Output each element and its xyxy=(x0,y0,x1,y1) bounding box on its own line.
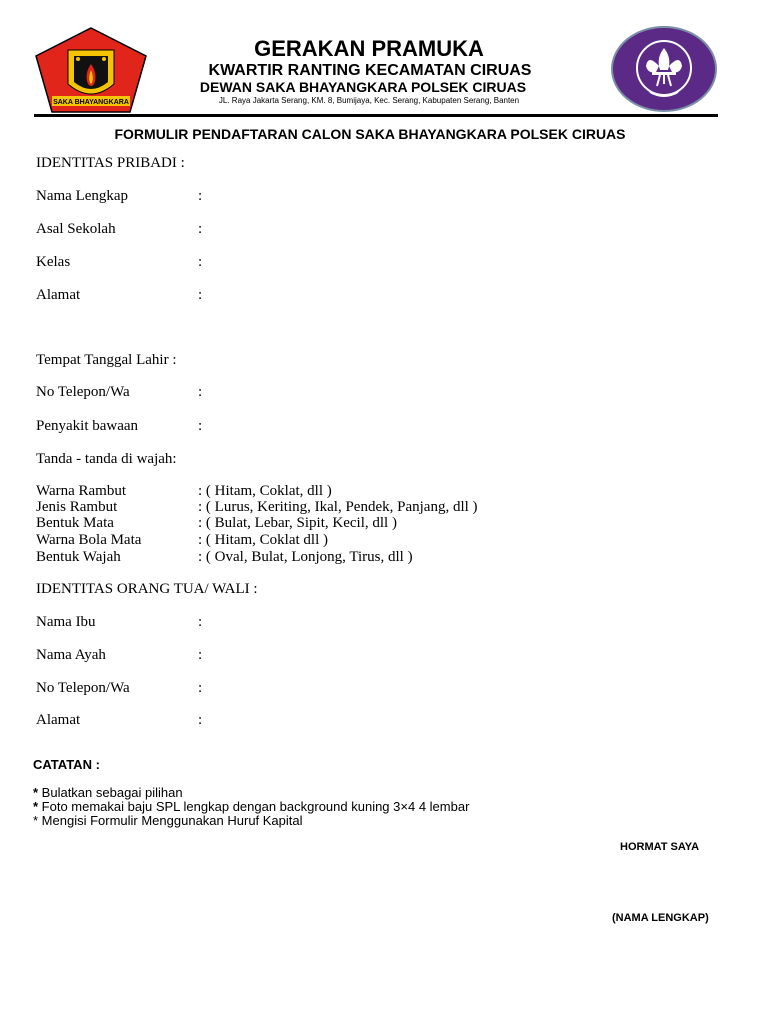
feature-options: : ( Bulat, Lebar, Sipit, Kecil, dll ) xyxy=(198,515,397,531)
feature-options: : ( Hitam, Coklat, dll ) xyxy=(198,483,332,499)
feature-options: : ( Lurus, Keriting, Ikal, Pendek, Panjang, dll ) xyxy=(198,499,478,515)
note-bullet: * xyxy=(33,799,39,814)
field-label: Alamat xyxy=(36,712,81,728)
field-nama-ibu xyxy=(36,614,202,631)
signature-name-placeholder: (NAMA LENGKAP) xyxy=(612,912,709,924)
org-address: JL. Raya Jakarta Serang, KM. 8, Bumijaya, Kec. Serang, Kabupaten Serang, Banten xyxy=(218,96,520,105)
feature-label: Warna Rambut xyxy=(36,483,127,499)
note-text: * Mengisi Formulir Menggunakan Huruf Kapital xyxy=(33,813,303,828)
field-label: Nama Lengkap xyxy=(36,188,129,204)
field-nama-lengkap xyxy=(36,188,202,205)
feature-label: Warna Bola Mata xyxy=(36,532,142,548)
field-alamat xyxy=(36,287,202,304)
field-label: Kelas xyxy=(36,254,71,270)
feature-options: : ( Oval, Bulat, Lonjong, Tirus, dll ) xyxy=(198,549,413,565)
field-colon: : xyxy=(198,418,203,434)
field-colon: : xyxy=(198,188,203,204)
notes-title: CATATAN : xyxy=(33,757,100,772)
header-divider xyxy=(34,114,718,117)
feature-jenis-rambut xyxy=(36,499,478,515)
note-bullet: * xyxy=(33,785,39,800)
field-parent-no-telepon xyxy=(36,680,202,697)
field-colon: : xyxy=(198,680,203,696)
field-colon: : xyxy=(198,254,203,270)
feature-label: Jenis Rambut xyxy=(36,499,118,515)
field-no-telepon xyxy=(36,384,202,401)
note-text: Foto memakai baju SPL lengkap dengan background kuning 3×4 4 lembar xyxy=(38,799,470,814)
feature-options: : ( Hitam, Coklat dll ) xyxy=(198,532,328,548)
field-kelas xyxy=(36,254,202,271)
field-tanda-wajah xyxy=(36,451,177,468)
field-colon: : xyxy=(198,712,203,728)
field-asal-sekolah xyxy=(36,221,202,238)
field-label: No Telepon/Wa xyxy=(36,384,130,400)
form-title: FORMULIR PENDAFTARAN CALON SAKA BHAYANGKARA POLSEK CIRUAS xyxy=(114,126,626,142)
feature-warna-bola-mata xyxy=(36,532,328,548)
field-penyakit-bawaan xyxy=(36,418,202,435)
signature-closing: HORMAT SAYA xyxy=(620,841,700,853)
field-colon: : xyxy=(198,287,203,303)
note-item xyxy=(33,786,183,800)
field-nama-ayah xyxy=(36,647,202,664)
field-label: Tanda - tanda di wajah xyxy=(36,451,173,467)
field-label: Penyakit bawaan xyxy=(36,418,139,434)
field-colon: : xyxy=(198,384,203,400)
field-colon: : xyxy=(198,614,203,630)
field-label: Nama Ibu xyxy=(36,614,96,630)
section-personal-heading: IDENTITAS PRIBADI : xyxy=(36,155,185,171)
org-subtitle-kwartir: KWARTIR RANTING KECAMATAN CIRUAS xyxy=(208,62,532,79)
field-colon: : xyxy=(172,451,177,467)
feature-label: Bentuk Mata xyxy=(36,515,114,531)
feature-label: Bentuk Wajah xyxy=(36,549,121,565)
field-colon: : xyxy=(198,221,203,237)
feature-bentuk-wajah xyxy=(36,549,413,565)
section-parent-heading: IDENTITAS ORANG TUA/ WALI : xyxy=(36,581,258,597)
field-tempat-tanggal-lahir xyxy=(36,352,177,369)
note-item xyxy=(33,814,303,828)
feature-warna-rambut xyxy=(36,483,332,499)
field-label: No Telepon/Wa xyxy=(36,680,130,696)
org-title: GERAKAN PRAMUKA xyxy=(254,36,484,61)
feature-bentuk-mata xyxy=(36,515,397,531)
field-label: Asal Sekolah xyxy=(36,221,116,237)
field-label: Nama Ayah xyxy=(36,647,106,663)
org-subtitle-dewan: DEWAN SAKA BHAYANGKARA POLSEK CIRUAS xyxy=(199,79,527,95)
field-label: Tempat Tanggal Lahir : xyxy=(36,352,177,368)
note-item xyxy=(33,800,469,814)
field-parent-alamat xyxy=(36,712,202,729)
note-text: Bulatkan sebagai pilihan xyxy=(38,785,183,800)
field-colon: : xyxy=(198,647,203,663)
logo-left-text: SAKA BHAYANGKARA xyxy=(53,99,129,106)
field-label: Alamat xyxy=(36,287,81,303)
